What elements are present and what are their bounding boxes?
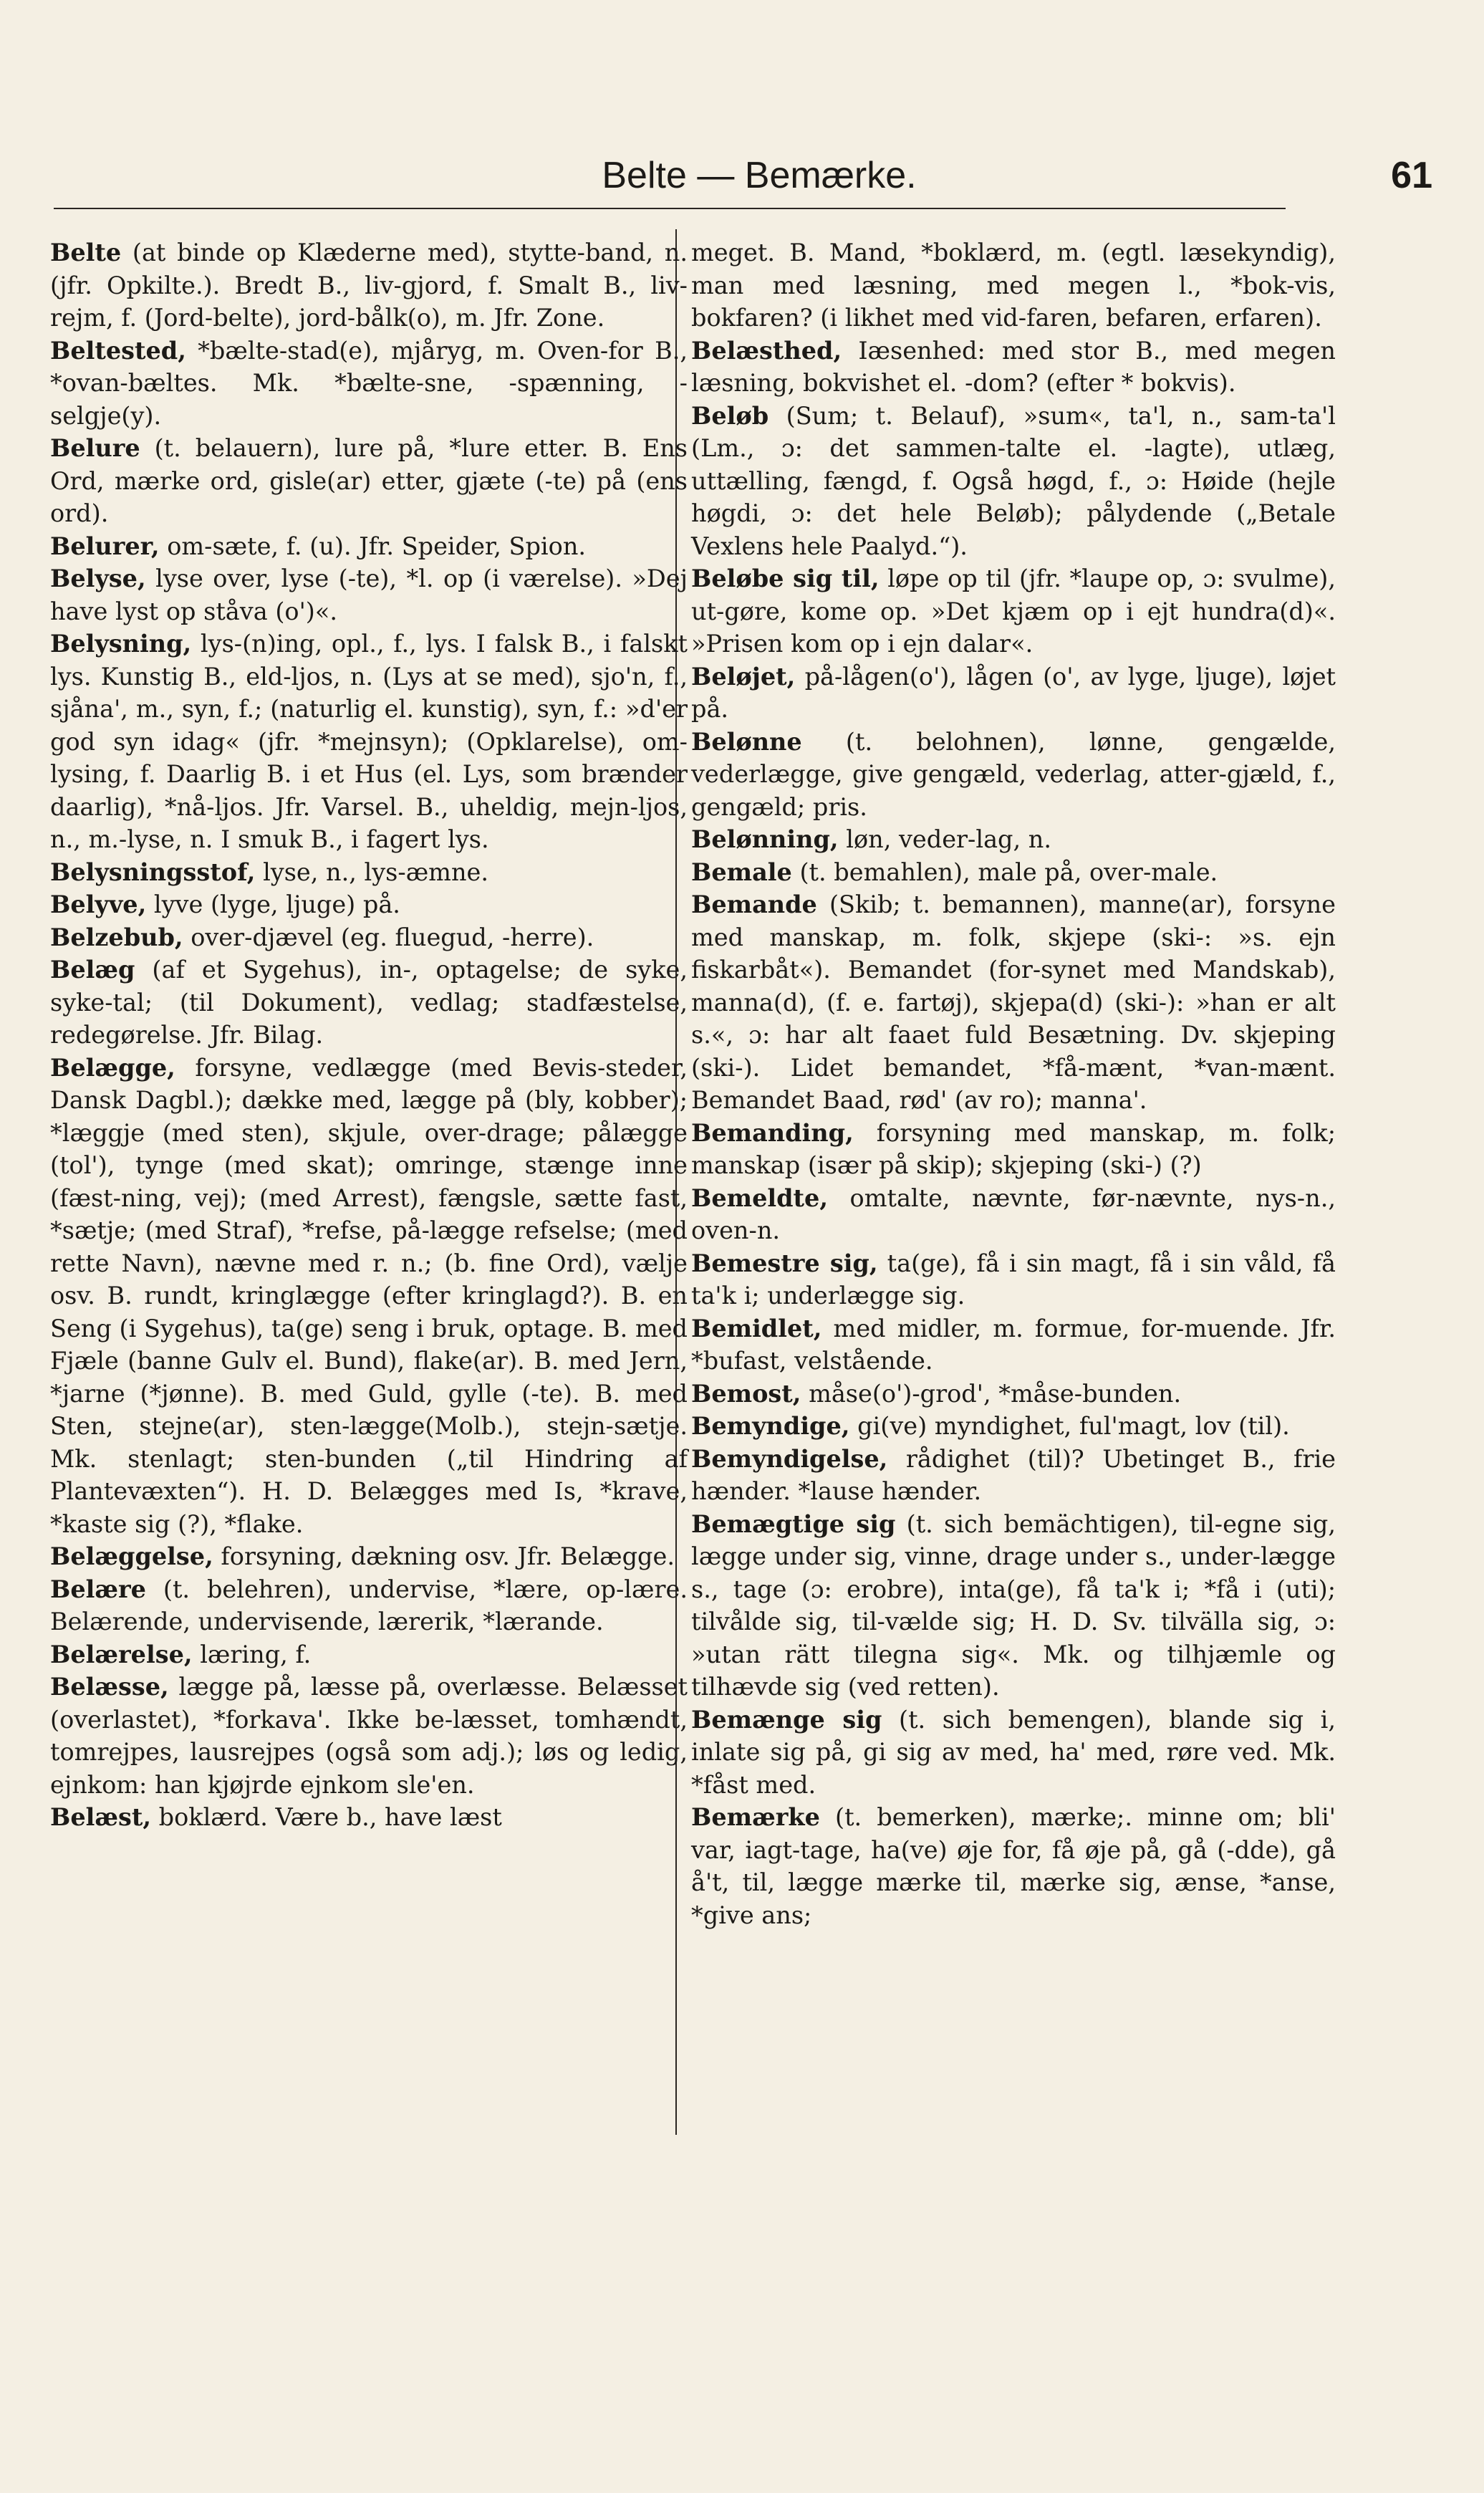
entry-definition: (t. bemerken), mærke;. minne om; bli' var, iagt-tage, ha(ve) øje for, få øje på, gå (-dde), gå å't, til, lægge mærke til, mærke sig, ænse, *anse, *give ans;	[691, 1803, 1336, 1929]
dictionary-entry	[691, 823, 1336, 856]
entry-definition: (Skib; t. bemannen), manne(ar), forsyne med manskap, m. folk, skjepe (ski-: »s. ejn fiskarbåt«). Bemandet (for-synet med Mandskab), manna(d), (f. e. fartøj), skjepa(d) (ski-): »han er alt s.«, ɔ: har alt faaet fuld Besætning. Dv. skjeping (ski-). Lidet bemandet, *få-mænt, *van-mænt. Bemandet Baad, rød' (av ro); manna'.	[691, 890, 1336, 1114]
dictionary-entry	[691, 1410, 1336, 1443]
entry-headword: Belysningsstof,	[50, 858, 256, 886]
entry-definition: lyse over, lyse (-te), *l. op (i værelse). »Dej have lyst op ståva (o')«.	[50, 565, 688, 625]
entry-headword: Bemænge sig	[691, 1705, 882, 1734]
entry-definition: (t. belauern), lure på, *lure etter. B. Ens Ord, mærke ord, gisle(ar) etter, gjæte (-te) på (ens ord).	[50, 434, 688, 527]
dictionary-entry	[691, 856, 1336, 889]
entry-headword: Bemærke	[691, 1803, 820, 1831]
entry-headword: Beløjet,	[691, 662, 796, 691]
entry-definition: lys-(n)ing, opl., f., lys. I falsk B., i falskt lys. Kunstig B., eld-ljos, n. (Lys at se med), sjo'n, f., sjåna', m., syn, f.; (naturlig el. kunstig), syn, f.: »d'er god syn idag« (jfr. *mejnsyn); (Opklarelse), om-lysing, f. Daarlig B. i et Hus (el. Lys, som brænder daarlig), *nå-ljos. Jfr. Varsel. B., uheldig, mejn-ljos, n., m.-lyse, n. I smuk B., i fagert lys.	[50, 630, 688, 853]
page-number: 61	[1391, 155, 1432, 196]
dictionary-entry	[691, 1378, 1336, 1411]
dictionary-entry	[50, 562, 688, 628]
dictionary-entry	[50, 1671, 688, 1801]
entry-headword: Beløbe sig til,	[691, 565, 880, 592]
dictionary-entry	[691, 888, 1336, 1117]
entry-definition: læring, f.	[192, 1640, 312, 1668]
entry-headword: Belzebub,	[50, 923, 183, 951]
dictionary-entry	[691, 1117, 1336, 1182]
entry-headword: Belønning,	[691, 825, 839, 853]
dictionary-entry	[50, 888, 688, 921]
entry-definition: omtalte, nævnte, før-nævnte, nys-n., oven-n.	[691, 1183, 1336, 1244]
entry-headword: Belyve,	[50, 890, 147, 918]
dictionary-entry	[50, 954, 688, 1052]
entry-headword: Belurer,	[50, 532, 160, 560]
entry-headword: Bemeldte,	[691, 1183, 828, 1212]
entry-headword: Bemale	[691, 858, 792, 886]
dictionary-entry	[50, 628, 688, 856]
entry-headword: Belæst,	[50, 1803, 152, 1831]
dictionary-entry	[50, 856, 688, 889]
left-column	[50, 236, 688, 1834]
entry-definition: ta(ge), få i sin magt, få i sin våld, få ta'k i; underlægge sig.	[691, 1249, 1336, 1310]
dictionary-entry	[50, 921, 688, 954]
entry-definition: (Sum; t. Belauf), »sum«, ta'l, n., sam-ta'l (Lm., ɔ: det sammen-talte el. -lagte), utlæg, uttælling, fængd, f. Også høgd, f., ɔ: Høide (hejle høgdi, ɔ: det hele Beløb); pålydende („Betale Vexlens hele Paalyd.“).	[691, 401, 1336, 560]
entry-definition: (af et Sygehus), in-, optagelse; de syke, syke-tal; (til Dokument), vedlag; stadfæstelse, redegørelse. Jfr. Bilag.	[50, 956, 688, 1049]
entry-definition: om-sæte, f. (u). Jfr. Speider, Spion.	[159, 532, 587, 560]
dictionary-entry	[691, 562, 1336, 661]
dictionary-entry	[691, 1508, 1336, 1704]
dictionary-entry	[50, 335, 688, 433]
dictionary-entry	[691, 1312, 1336, 1378]
entry-headword: Belæggelse,	[50, 1542, 213, 1570]
dictionary-entry	[691, 1801, 1336, 1931]
entry-headword: Bemyndige,	[691, 1412, 850, 1440]
entry-headword: Bemande	[691, 890, 817, 918]
entry-headword: Belærelse,	[50, 1640, 193, 1668]
dictionary-entry	[691, 661, 1336, 726]
dictionary-entry	[691, 236, 1336, 335]
entry-definition: forsyning med manskap, m. folk; manskap (især på skip); skjeping (ski-) (?)	[691, 1118, 1336, 1179]
dictionary-entry	[50, 1801, 688, 1834]
dictionary-entry	[691, 1704, 1336, 1802]
entry-headword: Belyse,	[50, 565, 146, 592]
entry-definition: *bælte-stad(e), mjåryg, m. Oven-for B., *ovan-bæltes. Mk. *bælte-sne, -spænning, -selgje(y).	[50, 336, 688, 430]
entry-definition: forsyning, dækning osv. Jfr. Belægge.	[213, 1542, 675, 1570]
dictionary-entry	[691, 400, 1336, 563]
entry-definition: på-lågen(o'), lågen (o', av lyge, ljuge), løjet på.	[691, 662, 1336, 723]
entry-definition: lyve (lyge, ljuge) på.	[146, 890, 400, 918]
entry-definition: gi(ve) myndighet, ful'magt, lov (til).	[849, 1412, 1290, 1440]
dictionary-entry	[50, 1052, 688, 1541]
dictionary-entry	[50, 1638, 688, 1671]
dictionary-entry	[50, 530, 688, 563]
header-rule	[54, 208, 1286, 209]
dictionary-entry	[50, 432, 688, 530]
entry-definition: Iæsenhed: med stor B., med megen læsning, bokvishet el. -dom? (efter * bokvis).	[691, 336, 1336, 397]
entry-definition: (t. belohnen), lønne, gengælde, vederlægge, give gengæld, vederlag, atter-gjæld, f., gengæld; pris.	[691, 727, 1336, 821]
dictionary-entry	[691, 1182, 1336, 1247]
entry-definition: meget. B. Mand, *boklærd, m. (egtl. læsekyndig), man med læsning, med megen l., *bok-vis, bokfaren? (i likhet med vid-faren, befaren, erfaren).	[691, 239, 1336, 332]
entry-headword: Bemyndigelse,	[691, 1444, 888, 1473]
dictionary-entry	[50, 1540, 688, 1573]
entry-definition: med midler, m. formue, for-muende. Jfr. *bufast, velstående.	[691, 1314, 1336, 1375]
entry-definition: lyse, n., lys-æmne.	[255, 858, 488, 886]
entry-headword: Belure	[50, 434, 140, 462]
entry-headword: Beltested,	[50, 336, 186, 365]
entry-headword: Belægge,	[50, 1053, 175, 1082]
entry-headword: Bemost,	[691, 1379, 801, 1408]
right-column	[691, 236, 1336, 1931]
entry-headword: Belæg	[50, 956, 135, 984]
entry-definition: (t. sich bemengen), blande sig i, inlate sig på, gi sig av med, ha' med, røre ved. Mk. *fåst med.	[691, 1705, 1336, 1799]
dictionary-entry	[50, 1573, 688, 1638]
entry-definition: måse(o')-grod', *måse-bunden.	[801, 1379, 1182, 1408]
entry-headword: Belære	[50, 1575, 146, 1603]
entry-headword: Bemestre sig,	[691, 1249, 878, 1277]
entry-definition: løpe op til (jfr. *laupe op, ɔ: svulme), ut-gøre, kome op. »Det kjæm op i ejt hundra(d)«. »Prisen kom op i ejn dalar«.	[691, 565, 1336, 658]
entry-headword: Bemidlet,	[691, 1314, 822, 1342]
entry-definition: (t. sich bemächtigen), til-egne sig, lægge under sig, vinne, drage under s., under-lægge s., tage (ɔ: erobre), inta(ge), få ta'k i; *få i (uti); tilvålde sig, til-vælde sig; H. D. Sv. tilvälla sig, ɔ: »utan rätt tilegna sig«. Mk. og tilhjæmle og tilhævde sig (ved retten).	[691, 1509, 1336, 1701]
entry-headword: Belte	[50, 239, 122, 266]
running-title: Belte — Bemærke.	[602, 155, 917, 196]
entry-definition: (t. bemahlen), male på, over-male.	[791, 858, 1218, 886]
entry-definition: lægge på, læsse på, overlæsse. Belæsset (overlastet), *forkava'. Ikke be-læsset, tomhændt, tomrejpes, lausrejpes (også som adj.); løs og ledig, ejnkom: han kjøjrde ejnkom sle'en.	[50, 1673, 688, 1799]
entry-definition: løn, veder-lag, n.	[838, 825, 1052, 853]
dictionary-entry	[691, 335, 1336, 400]
entry-headword: Beløb	[691, 401, 769, 430]
entry-headword: Belæsthed,	[691, 336, 842, 365]
entry-definition: (t. belehren), undervise, *lære, op-lære. Belærende, undervisende, lærerik, *lærande.	[50, 1575, 688, 1635]
dictionary-entry	[691, 726, 1336, 824]
entry-headword: Belysning,	[50, 630, 192, 658]
entry-definition: over-djævel (eg. fluegud, -herre).	[183, 923, 594, 951]
dictionary-entry	[691, 1247, 1336, 1312]
entry-definition: rådighet (til)? Ubetinget B., frie hænder. *lause hænder.	[691, 1444, 1336, 1505]
dictionary-entry	[691, 1443, 1336, 1508]
entry-headword: Belønne	[691, 727, 802, 756]
entry-headword: Belæsse,	[50, 1673, 169, 1701]
page-header	[86, 154, 1432, 204]
entry-headword: Bemægtige sig	[691, 1509, 896, 1538]
dictionary-entry	[50, 236, 688, 335]
entry-definition: forsyne, vedlægge (med Bevis-steder, Dansk Dagbl.); dække med, lægge på (bly, kobber); *læggje (med sten), skjule, over-drage; pålægge (tol'), tynge (med skat); omringe, stænge inne (fæst-ning, vej); (med Arrest), fængsle, sætte fast, *sætje; (med Straf), *refse, på-lægge refselse; (med rette Navn), nævne med r. n.; (b. fine Ord), vælje osv. B. rundt, kringlægge (efter kringlagd?). B. en Seng (i Sygehus), ta(ge) seng i bruk, optage. B. med Fjæle (banne Gulv el. Bund), flake(ar). B. med Jern, *jarne (*jønne). B. med Guld, gylle (-te). B. med Sten, stejne(ar), sten-lægge(Molb.), stejn-sætje. Mk. stenlagt; sten-bunden („til Hindring af Plantevæxten“). H. D. Belægges med Is, *krave, *kaste sig (?), *flake.	[50, 1053, 688, 1538]
entry-definition: boklærd. Være b., have læst	[151, 1803, 502, 1831]
entry-headword: Bemanding,	[691, 1118, 854, 1147]
entry-definition: (at binde op Klæderne med), stytte-band, n. (jfr. Opkilte.). Bredt B., liv-gjord, f. Smalt B., liv-rejm, f. (Jord-belte), jord-bålk(o), m. Jfr. Zone.	[50, 239, 688, 332]
